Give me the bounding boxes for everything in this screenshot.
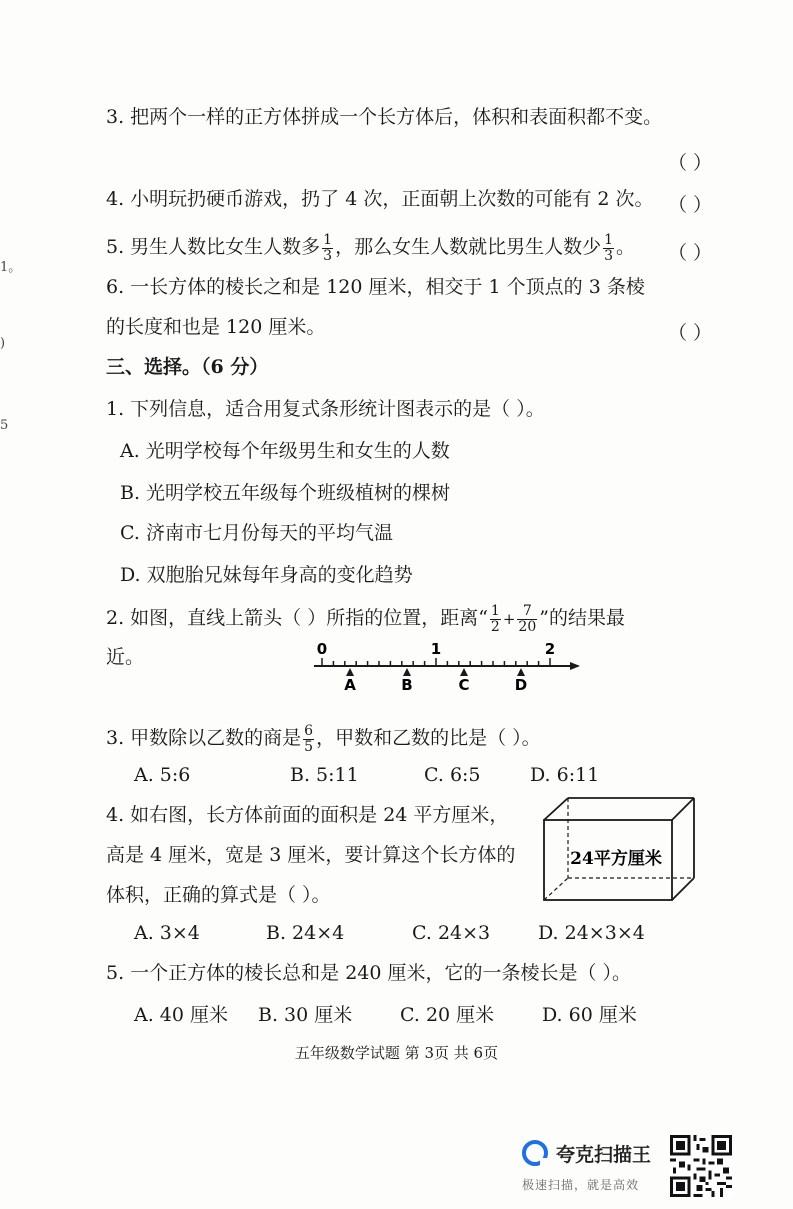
judge-q5-pre: 5. 男生人数比女生人数多 [106,236,321,258]
judge-q5-answer[interactable]: （ ） [668,242,713,264]
fraction-six-fifths: $\frac{6}{5}$ [304,722,314,755]
judge-q6-answer[interactable]: （ ） [668,322,713,344]
choice-q4-line1: 4. 如右图，长方体前面的面积是 24 平方厘米， [106,804,509,826]
page-footer: 五年级数学试题 第 3页 共 6页 [294,1044,499,1062]
tick-label-0: 0 [316,640,328,658]
plus-sign: + [502,610,516,628]
choice-q2-line1 [106,598,625,639]
edge-mark-3: 5 [0,418,9,433]
judge-q4: 4. 小明玩扔硬币游戏，扔了 4 次，正面朝上次数的可能有 2 次。 [106,188,654,210]
scanner-watermark [518,1134,668,1194]
choice-q4-line3: 体积，正确的算式是（ ）。 [106,884,331,906]
choice-q2-post: ”的结果最 [539,607,625,629]
fraction-one-third-2: $\frac{1}{3}$ [604,231,614,264]
judge-q5-post: 。 [616,236,636,258]
choice-q4-option-c[interactable]: C. 24×3 [412,922,491,944]
choice-q2-pre: 2. 如图，直线上箭头（ ）所指的位置，距离“ [106,607,488,629]
tick-label-1: 1 [430,640,442,658]
choice-q1-option-c[interactable]: C. 济南市七月份每天的平均气温 [120,522,393,544]
choice-q1-option-a[interactable]: A. 光明学校每个年级男生和女生的人数 [120,440,450,462]
choice-q3-option-d[interactable]: D. 6:11 [530,764,600,786]
choice-q5-option-d[interactable]: D. 60 厘米 [542,1004,637,1026]
judge-q5 [106,230,635,264]
fraction-seven-twentieths: $\frac{7}{20}$ [518,602,537,635]
arrow-label-a: A [344,676,356,694]
arrow-label-c: C [458,676,470,694]
judge-q6-line2: 的长度和也是 120 厘米。 [106,316,326,338]
fraction-one-third: $\frac{1}{3}$ [323,231,333,264]
section-title: 三、选择。（6 分） [106,356,269,378]
number-line-figure [300,636,590,696]
choice-q4-option-a[interactable]: A. 3×4 [134,922,200,944]
fraction-one-half: $\frac{1}{2}$ [490,602,500,635]
choice-q3-post: ，甲数和乙数的比是（ ）。 [316,727,541,749]
judge-q5-mid: ，那么女生人数就比男生人数少 [335,236,602,258]
choice-q4-line2: 高是 4 厘米，宽是 3 厘米，要计算这个长方体的 [106,844,516,866]
arrow-label-b: B [401,676,413,694]
choice-q5-option-c[interactable]: C. 20 厘米 [400,1004,495,1026]
watermark-slogan: 极速扫描，就是高效 [522,1178,640,1192]
choice-q5-option-b[interactable]: B. 30 厘米 [258,1004,353,1026]
choice-q5: 5. 一个正方体的棱长总和是 240 厘米，它的一条棱长是（ ）。 [106,962,632,984]
cuboid-figure [540,794,700,904]
judge-q4-answer[interactable]: （ ） [668,194,713,216]
choice-q2-line2: 近。 [106,646,145,668]
arrow-a[interactable] [344,668,356,694]
choice-q3-option-a[interactable]: A. 5:6 [134,764,191,786]
arrow-c[interactable] [458,668,469,694]
watermark-name: 夸克扫描王 [556,1144,652,1166]
edge-mark-1: 1。 [0,260,22,275]
judge-q6-line1: 6. 一长方体的棱长之和是 120 厘米，相交于 1 个顶点的 3 条棱 [106,276,645,298]
choice-q1-option-b[interactable]: B. 光明学校五年级每个班级植树的棵树 [120,482,451,504]
choice-q4-option-d[interactable]: D. 24×3×4 [538,922,645,944]
choice-q3-pre: 3. 甲数除以乙数的商是 [106,727,302,749]
qr-code-icon [670,1135,732,1197]
choice-q1: 1. 下列信息，适合用复式条形统计图表示的是（ ）。 [106,398,545,420]
choice-q3 [106,718,541,758]
arrow-d[interactable] [515,668,527,694]
choice-q4-option-b[interactable]: B. 24×4 [266,922,345,944]
arrow-b[interactable] [401,668,412,694]
judge-q3: 3. 把两个一样的正方体拼成一个长方体后，体积和表面积都不变。 [106,106,663,128]
edge-mark-2: ) [0,336,6,351]
choice-q1-option-d[interactable]: D. 双胞胎兄妹每年身高的变化趋势 [120,564,413,586]
judge-q3-answer[interactable]: （ ） [668,152,713,174]
choice-q5-option-a[interactable]: A. 40 厘米 [134,1004,229,1026]
cuboid-label: 24平方厘米 [570,849,662,869]
choice-q3-option-c[interactable]: C. 6:5 [424,764,481,786]
choice-q3-option-b[interactable]: B. 5:11 [290,764,359,786]
quark-logo-icon [522,1140,548,1166]
arrow-label-d: D [514,676,528,694]
tick-label-2: 2 [544,640,556,658]
